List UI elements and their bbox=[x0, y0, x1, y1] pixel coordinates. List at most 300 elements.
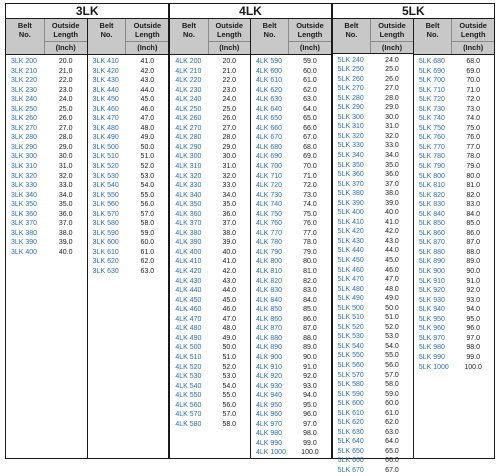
outside-length: 43.0 bbox=[385, 237, 399, 245]
outside-length: 55.0 bbox=[222, 392, 237, 400]
belt-number: 3LK 500 bbox=[92, 143, 119, 151]
belt-number: 4LK 410 bbox=[175, 258, 202, 266]
outside-length: 30.0 bbox=[222, 153, 237, 161]
belt-number: 4LK 1000 bbox=[256, 449, 286, 457]
belt-number: 4LK 390 bbox=[175, 239, 202, 247]
outside-length: 31.0 bbox=[58, 163, 73, 171]
outside-length: 46.0 bbox=[140, 105, 155, 113]
belt-number: 4LK 860 bbox=[256, 315, 283, 323]
outside-length: 94.0 bbox=[303, 392, 317, 400]
outside-length: 53.0 bbox=[385, 333, 399, 341]
outside-length: 90.0 bbox=[303, 353, 317, 361]
header-text: Length bbox=[216, 29, 242, 39]
header-text: (Inch) bbox=[137, 43, 158, 52]
outside-length: 41.0 bbox=[385, 218, 399, 226]
outside-length: 60.0 bbox=[140, 239, 155, 247]
outside-length: 54.0 bbox=[140, 182, 155, 190]
outside-length: 63.0 bbox=[385, 428, 399, 436]
outside-length: 37.0 bbox=[385, 180, 399, 188]
outside-length: 61.0 bbox=[303, 77, 317, 85]
belt-number: 3LK 450 bbox=[92, 96, 119, 104]
length-list bbox=[209, 57, 250, 458]
belt-number: 5LK 650 bbox=[337, 447, 364, 455]
outside-length: 83.0 bbox=[466, 201, 480, 209]
belt-number: 5LK 710 bbox=[418, 86, 445, 94]
outside-length: 23.0 bbox=[222, 86, 237, 94]
group-3lk bbox=[6, 4, 170, 458]
outside-length: 25.0 bbox=[58, 105, 73, 113]
belt-number: 5LK 580 bbox=[337, 381, 364, 389]
belt-number: 5LK 860 bbox=[418, 229, 445, 237]
belt-number: 4LK 980 bbox=[256, 430, 283, 438]
header-text: (Inch) bbox=[463, 43, 484, 52]
belt-number: 5LK 390 bbox=[337, 199, 364, 207]
outside-length: 72.0 bbox=[466, 96, 480, 104]
outside-length: 35.0 bbox=[222, 201, 237, 209]
length-list bbox=[45, 57, 87, 458]
belt-number: 5LK 720 bbox=[418, 96, 445, 104]
header-text: Belt bbox=[262, 21, 277, 30]
belt-number: 5LK 250 bbox=[337, 66, 364, 74]
outside-length: 80.0 bbox=[466, 172, 480, 180]
belt-number: 3LK 530 bbox=[92, 172, 119, 180]
group-title: 3LK bbox=[6, 4, 168, 19]
belt-number: 5LK 430 bbox=[337, 237, 364, 245]
belt-number: 5LK 600 bbox=[337, 400, 364, 408]
belt-number: 5LK 460 bbox=[337, 266, 364, 274]
belt-number: 4LK 510 bbox=[175, 353, 202, 361]
belt-number: 4LK 200 bbox=[175, 58, 202, 65]
outside-length: 44.0 bbox=[140, 86, 155, 94]
belt-number: 4LK 870 bbox=[256, 325, 283, 333]
belt-number: 3LK 480 bbox=[92, 124, 119, 132]
header-divider bbox=[452, 41, 494, 42]
belt-number: 5LK 530 bbox=[337, 333, 364, 341]
belt-number: 5LK 920 bbox=[418, 287, 445, 295]
outside-length: 36.0 bbox=[222, 210, 237, 218]
belt-no-header bbox=[170, 19, 208, 54]
outside-length: 89.0 bbox=[466, 258, 480, 266]
belt-number: 5LK 990 bbox=[418, 353, 445, 361]
outside-length: 66.0 bbox=[303, 124, 317, 132]
belt-number: 3LK 380 bbox=[11, 229, 38, 237]
belt-number: 5LK 730 bbox=[418, 105, 445, 113]
belt-number: 3LK 200 bbox=[11, 58, 38, 65]
outside-length: 35.0 bbox=[58, 201, 73, 209]
outside-length: 84.0 bbox=[466, 210, 480, 218]
column-header bbox=[88, 19, 169, 55]
outside-length-header bbox=[209, 19, 250, 54]
belt-number: 5LK 570 bbox=[337, 371, 364, 379]
belt-number: 4LK 560 bbox=[175, 401, 202, 409]
outside-length: 73.0 bbox=[466, 105, 480, 113]
belt-number: 4LK 530 bbox=[175, 373, 202, 381]
outside-length: 33.0 bbox=[222, 182, 237, 190]
belt-number: 5LK 640 bbox=[337, 438, 364, 446]
belt-number: 3LK 220 bbox=[11, 77, 38, 85]
outside-length: 49.0 bbox=[222, 334, 237, 342]
column-pair bbox=[333, 19, 414, 475]
outside-length: 32.0 bbox=[222, 172, 237, 180]
group-title: 5LK bbox=[333, 4, 494, 19]
belt-number: 4LK 880 bbox=[256, 334, 283, 342]
header-divider bbox=[45, 41, 87, 42]
header-text: Outside bbox=[459, 21, 487, 30]
outside-length: 26.0 bbox=[58, 115, 73, 123]
belt-number: 3LK 270 bbox=[11, 124, 38, 132]
outside-length: 57.0 bbox=[140, 210, 155, 218]
belt-number: 5LK 540 bbox=[337, 342, 364, 350]
outside-length: 71.0 bbox=[466, 86, 480, 94]
belt-number: 5LK 700 bbox=[418, 77, 445, 85]
belt-number: 5LK 420 bbox=[337, 228, 364, 236]
header-text: Belt bbox=[181, 21, 196, 30]
outside-length: 93.0 bbox=[303, 382, 317, 390]
outside-length: 21.0 bbox=[58, 67, 73, 75]
belt-number: 3LK 630 bbox=[92, 268, 119, 276]
outside-length: 34.0 bbox=[58, 191, 73, 199]
belt-number: 5LK 350 bbox=[337, 161, 364, 169]
belt-number: 4LK 330 bbox=[175, 182, 202, 190]
length-list bbox=[126, 57, 168, 458]
belt-number: 5LK 340 bbox=[337, 151, 364, 159]
belt-number: 4LK 720 bbox=[256, 182, 283, 190]
outside-length: 38.0 bbox=[58, 229, 73, 237]
header-text: Length bbox=[135, 29, 160, 39]
belt-number: 4LK 210 bbox=[175, 67, 202, 75]
outside-length: 100.0 bbox=[464, 363, 482, 371]
header-text: Outside bbox=[51, 21, 80, 30]
outside-length-header bbox=[289, 19, 330, 54]
outside-length: 26.0 bbox=[222, 115, 237, 123]
outside-length: 24.0 bbox=[58, 96, 73, 104]
outside-length: 72.0 bbox=[303, 182, 317, 190]
header-text: No. bbox=[426, 29, 439, 39]
outside-length: 25.0 bbox=[222, 105, 237, 113]
belt-number: 5LK 910 bbox=[418, 277, 445, 285]
column-pair bbox=[88, 19, 169, 458]
outside-length: 23.0 bbox=[58, 86, 73, 94]
belt-number-list bbox=[170, 57, 208, 458]
outside-length: 76.0 bbox=[303, 220, 317, 228]
belt-number: 5LK 560 bbox=[337, 362, 364, 369]
outside-length: 39.0 bbox=[385, 199, 399, 207]
outside-length: 28.0 bbox=[222, 134, 237, 142]
belt-number: 4LK 430 bbox=[175, 277, 202, 285]
outside-length: 31.0 bbox=[385, 123, 399, 131]
outside-length: 54.0 bbox=[385, 342, 399, 350]
column-body bbox=[333, 54, 413, 476]
outside-length: 24.0 bbox=[385, 56, 399, 64]
belt-number: 5LK 690 bbox=[418, 67, 445, 75]
belt-number: 5LK 290 bbox=[337, 104, 364, 112]
belt-number: 3LK 310 bbox=[11, 163, 38, 171]
belt-number: 5LK 480 bbox=[337, 285, 364, 293]
outside-length: 51.0 bbox=[222, 353, 237, 361]
outside-length: 48.0 bbox=[140, 124, 155, 132]
belt-number: 3LK 460 bbox=[92, 105, 119, 113]
belt-number: 3LK 520 bbox=[92, 163, 119, 171]
outside-length: 50.0 bbox=[222, 344, 237, 352]
outside-length: 81.0 bbox=[466, 182, 480, 190]
belt-number: 5LK 940 bbox=[418, 306, 445, 314]
outside-length: 71.0 bbox=[303, 172, 317, 180]
belt-number: 5LK 670 bbox=[337, 467, 364, 475]
outside-length: 69.0 bbox=[303, 153, 317, 161]
belt-number: 3LK 300 bbox=[11, 153, 38, 161]
outside-length-header bbox=[126, 19, 168, 54]
outside-length: 30.0 bbox=[58, 153, 73, 161]
belt-number: 4LK 610 bbox=[256, 77, 283, 85]
belt-number: 3LK 290 bbox=[11, 143, 38, 151]
outside-length: 56.0 bbox=[222, 401, 237, 409]
belt-number: 3LK 400 bbox=[11, 248, 38, 256]
outside-length: 79.0 bbox=[303, 248, 317, 256]
belt-number: 3LK 610 bbox=[92, 248, 119, 256]
outside-length: 75.0 bbox=[466, 124, 480, 132]
belt-no-header bbox=[333, 19, 371, 53]
column-pair bbox=[170, 19, 251, 458]
outside-length: 62.0 bbox=[140, 258, 155, 266]
belt-number: 3LK 240 bbox=[11, 96, 38, 104]
belt-number-list bbox=[414, 57, 452, 458]
outside-length: 29.0 bbox=[385, 104, 399, 112]
outside-length-header bbox=[45, 19, 87, 54]
belt-number: 4LK 910 bbox=[256, 363, 283, 371]
outside-length: 28.0 bbox=[385, 94, 399, 102]
outside-length: 27.0 bbox=[222, 124, 237, 132]
belt-number: 5LK 870 bbox=[418, 239, 445, 247]
belt-number: 5LK 400 bbox=[337, 209, 364, 217]
outside-length: 99.0 bbox=[303, 439, 317, 447]
belt-number: 3LK 620 bbox=[92, 258, 119, 266]
outside-length: 88.0 bbox=[466, 248, 480, 256]
outside-length: 96.0 bbox=[466, 325, 480, 333]
outside-length: 34.0 bbox=[222, 191, 237, 199]
outside-length: 46.0 bbox=[385, 266, 399, 274]
outside-length: 98.0 bbox=[303, 430, 317, 438]
belt-number: 4LK 890 bbox=[256, 344, 283, 352]
belt-number: 4LK 220 bbox=[175, 77, 202, 85]
belt-number: 4LK 520 bbox=[175, 363, 202, 371]
outside-length: 80.0 bbox=[303, 258, 317, 266]
belt-number: 4LK 480 bbox=[175, 325, 202, 333]
belt-number: 4LK 580 bbox=[175, 420, 202, 428]
outside-length: 52.0 bbox=[385, 323, 399, 331]
belt-number: 5LK 770 bbox=[418, 143, 445, 151]
outside-length: 51.0 bbox=[140, 153, 155, 161]
header-text: (Inch) bbox=[55, 43, 76, 52]
belt-number: 4LK 420 bbox=[175, 268, 202, 276]
column-body bbox=[88, 55, 169, 458]
belt-number: 3LK 320 bbox=[11, 172, 38, 180]
belt-number: 4LK 440 bbox=[175, 287, 202, 295]
column-header bbox=[414, 19, 494, 55]
belt-number: 5LK 660 bbox=[337, 457, 364, 465]
belt-number: 5LK 750 bbox=[418, 124, 445, 132]
belt-no-header bbox=[251, 19, 289, 54]
belt-number: 4LK 780 bbox=[256, 239, 283, 247]
header-text: Outside bbox=[378, 21, 406, 30]
belt-no-header bbox=[414, 19, 452, 54]
outside-length: 57.0 bbox=[222, 411, 237, 419]
header-text: (Inch) bbox=[219, 43, 240, 52]
outside-length: 64.0 bbox=[303, 105, 317, 113]
belt-number: 3LK 210 bbox=[11, 67, 38, 75]
outside-length: 81.0 bbox=[303, 268, 317, 276]
belt-number: 3LK 430 bbox=[92, 77, 119, 85]
outside-length: 83.0 bbox=[303, 287, 317, 295]
column-body bbox=[170, 55, 250, 458]
outside-length-header bbox=[452, 19, 494, 54]
belt-number: 4LK 810 bbox=[256, 268, 283, 276]
outside-length: 76.0 bbox=[466, 134, 480, 142]
belt-number: 4LK 990 bbox=[256, 439, 283, 447]
belt-number: 5LK 930 bbox=[418, 296, 445, 304]
outside-length: 51.0 bbox=[385, 314, 399, 322]
header-text: Belt bbox=[344, 21, 359, 30]
outside-length: 30.0 bbox=[385, 113, 399, 121]
belt-number: 4LK 640 bbox=[256, 105, 283, 113]
outside-length: 75.0 bbox=[303, 210, 317, 218]
length-list bbox=[452, 57, 494, 458]
belt-number: 5LK 760 bbox=[418, 134, 445, 142]
outside-length: 39.0 bbox=[222, 239, 237, 247]
belt-number: 5LK 840 bbox=[418, 210, 445, 218]
outside-length: 38.0 bbox=[222, 229, 237, 237]
belt-number: 3LK 390 bbox=[11, 239, 38, 247]
outside-length: 62.0 bbox=[385, 419, 399, 427]
belt-number: 4LK 840 bbox=[256, 296, 283, 304]
outside-length: 42.0 bbox=[140, 67, 155, 75]
belt-number: 4LK 830 bbox=[256, 287, 283, 295]
outside-length: 78.0 bbox=[466, 153, 480, 161]
belt-number: 5LK 380 bbox=[337, 190, 364, 198]
belt-number: 5LK 950 bbox=[418, 315, 445, 323]
belt-number: 5LK 450 bbox=[337, 256, 364, 264]
belt-number: 5LK 550 bbox=[337, 352, 364, 360]
belt-number: 5LK 510 bbox=[337, 314, 364, 322]
belt-number: 3LK 420 bbox=[92, 67, 119, 75]
outside-length: 58.0 bbox=[222, 420, 237, 428]
belt-number: 4LK 800 bbox=[256, 258, 283, 266]
outside-length: 56.0 bbox=[140, 201, 155, 209]
belt-number: 4LK 260 bbox=[175, 115, 202, 123]
outside-length: 47.0 bbox=[222, 315, 237, 323]
outside-length: 59.0 bbox=[303, 58, 317, 65]
group-title: 4LK bbox=[170, 4, 330, 19]
header-text: No. bbox=[100, 29, 113, 39]
belt-number: 5LK 260 bbox=[337, 75, 364, 83]
outside-length: 43.0 bbox=[222, 277, 237, 285]
belt-number: 4LK 620 bbox=[256, 86, 283, 94]
belt-number: 4LK 320 bbox=[175, 172, 202, 180]
belt-number: 4LK 350 bbox=[175, 201, 202, 209]
belt-number: 5LK 800 bbox=[418, 172, 445, 180]
outside-length: 57.0 bbox=[385, 371, 399, 379]
belt-number-list bbox=[333, 56, 371, 476]
belt-no-header bbox=[6, 19, 45, 54]
outside-length: 32.0 bbox=[58, 172, 73, 180]
belt-number: 3LK 360 bbox=[11, 210, 38, 218]
belt-number: 3LK 560 bbox=[92, 201, 119, 209]
belt-number: 3LK 440 bbox=[92, 86, 119, 94]
belt-number: 3LK 590 bbox=[92, 229, 119, 237]
outside-length: 62.0 bbox=[303, 86, 317, 94]
header-text: No. bbox=[345, 29, 358, 39]
outside-length: 68.0 bbox=[466, 58, 480, 65]
belt-number: 4LK 670 bbox=[256, 134, 283, 142]
outside-length: 52.0 bbox=[140, 163, 155, 171]
group-4lk bbox=[170, 4, 332, 458]
belt-size-table bbox=[5, 3, 495, 475]
belt-number: 5LK 500 bbox=[337, 304, 364, 312]
belt-number: 5LK 830 bbox=[418, 201, 445, 209]
belt-number: 5LK 970 bbox=[418, 334, 445, 342]
belt-number-list bbox=[251, 57, 289, 458]
outside-length: 77.0 bbox=[466, 143, 480, 151]
belt-number: 3LK 570 bbox=[92, 210, 119, 218]
belt-number: 5LK 370 bbox=[337, 180, 364, 188]
outside-length: 44.0 bbox=[222, 287, 237, 295]
column-header bbox=[170, 19, 250, 55]
outside-length: 61.0 bbox=[140, 248, 155, 256]
outside-length: 58.0 bbox=[385, 381, 399, 389]
belt-number: 5LK 1000 bbox=[418, 363, 449, 371]
outside-length: 85.0 bbox=[466, 220, 480, 228]
outside-length: 39.0 bbox=[58, 239, 73, 247]
belt-number: 5LK 980 bbox=[418, 344, 445, 352]
outside-length: 86.0 bbox=[466, 229, 480, 237]
outside-length: 97.0 bbox=[303, 420, 317, 428]
outside-length: 97.0 bbox=[466, 334, 480, 342]
outside-length: 60.0 bbox=[385, 400, 399, 408]
outside-length: 49.0 bbox=[140, 134, 155, 142]
outside-length: 22.0 bbox=[222, 77, 237, 85]
belt-number: 4LK 770 bbox=[256, 229, 283, 237]
outside-length: 82.0 bbox=[466, 191, 480, 199]
belt-number: 4LK 490 bbox=[175, 334, 202, 342]
outside-length: 49.0 bbox=[385, 295, 399, 303]
outside-length: 48.0 bbox=[385, 285, 399, 293]
outside-length: 79.0 bbox=[466, 163, 480, 171]
header-divider bbox=[209, 41, 250, 42]
header-text: Belt bbox=[425, 21, 440, 30]
column-pair-container bbox=[333, 19, 494, 475]
outside-length: 53.0 bbox=[140, 172, 155, 180]
belt-number: 3LK 350 bbox=[11, 201, 38, 209]
outside-length: 98.0 bbox=[466, 344, 480, 352]
belt-number: 3LK 250 bbox=[11, 105, 38, 113]
outside-length: 68.0 bbox=[303, 143, 317, 151]
belt-number: 3LK 280 bbox=[11, 134, 38, 142]
belt-number: 4LK 850 bbox=[256, 306, 283, 314]
belt-number: 5LK 440 bbox=[337, 247, 364, 255]
outside-length: 24.0 bbox=[222, 96, 237, 104]
belt-number-list bbox=[88, 57, 127, 458]
outside-length: 28.0 bbox=[58, 134, 73, 142]
outside-length: 87.0 bbox=[466, 239, 480, 247]
belt-no-header bbox=[88, 19, 127, 54]
outside-length: 89.0 bbox=[303, 344, 317, 352]
outside-length: 93.0 bbox=[466, 296, 480, 304]
belt-number: 5LK 300 bbox=[337, 113, 364, 121]
belt-number: 4LK 680 bbox=[256, 143, 283, 151]
outside-length: 27.0 bbox=[58, 124, 73, 132]
belt-number: 4LK 250 bbox=[175, 105, 202, 113]
outside-length: 37.0 bbox=[58, 220, 73, 228]
belt-number: 3LK 340 bbox=[11, 191, 38, 199]
